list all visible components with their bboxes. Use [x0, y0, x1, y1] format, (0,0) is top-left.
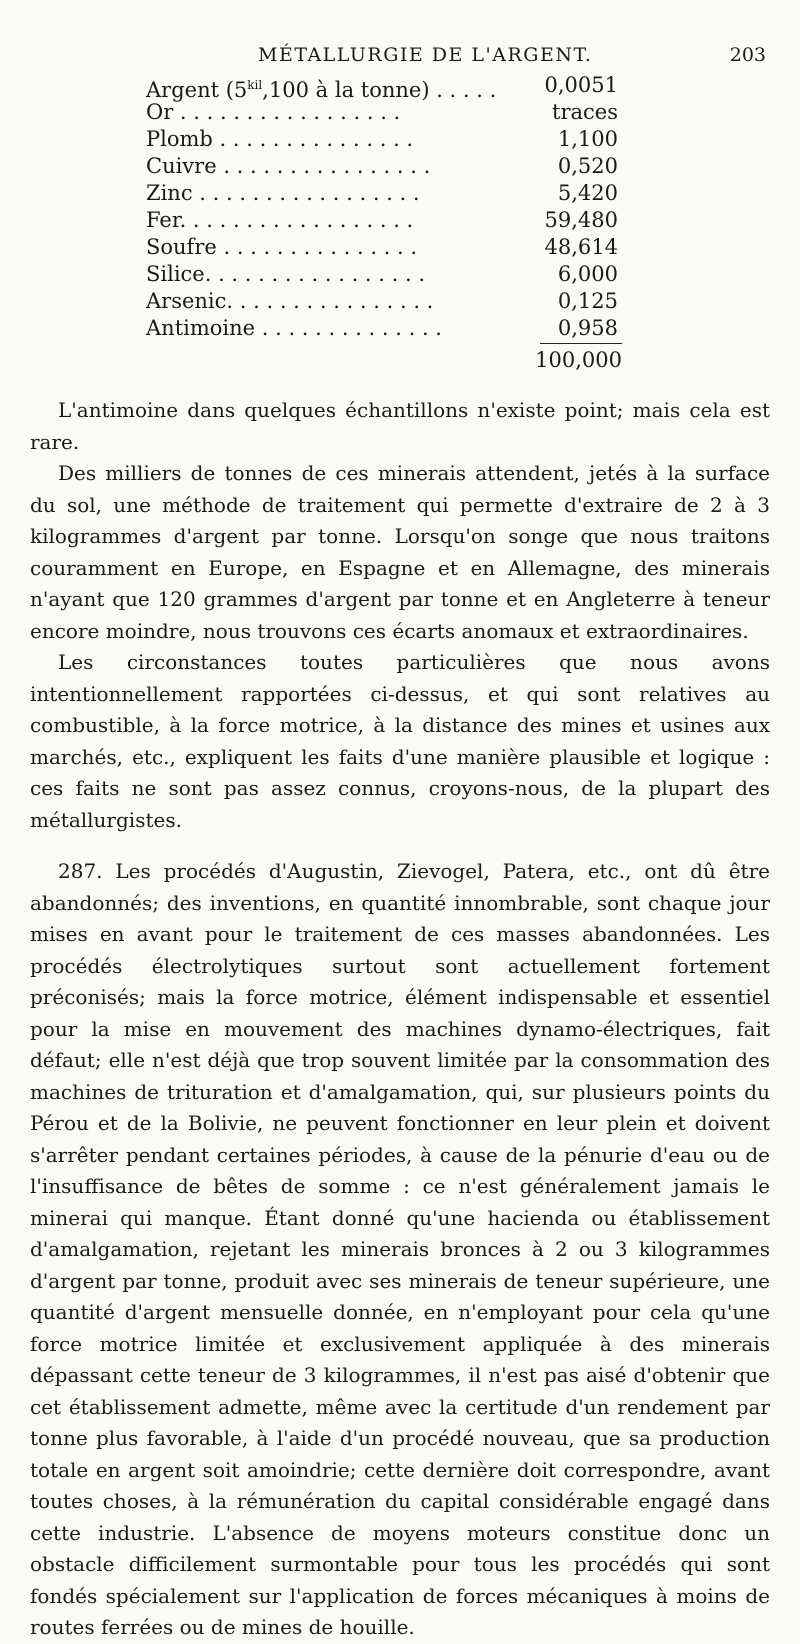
page-header: [0, 44, 800, 66]
row-label: Soufre . . . . . . . . . . . . . . .: [146, 235, 418, 259]
paragraph: Des milliers de tonnes de ces minerais attendent, jetés à la surface du sol, une méthode de traitement qui permette d'extraire de 2 à 3 kilogrammes d'argent par tonne. Lorsqu'on songe que nous traitons couramment en Europe, en Espagne et en Allemagne, des minerais n'ayant que 120 grammes d'argent par tonne et en Angleterre à teneur encore moindre, nous trouvons ces écarts anomaux et extraordinaires.: [30, 461, 770, 643]
page-number: 203: [729, 44, 766, 66]
body-text: [30, 395, 770, 1644]
row-value: 6,000: [557, 262, 618, 286]
composition-row-soufre: [146, 234, 626, 261]
row-label: Zinc . . . . . . . . . . . . . . . . .: [146, 181, 420, 205]
composition-row-plomb: [146, 126, 626, 153]
paragraph: Les circonstances toutes particulières que nous avons intentionnellement rapportées ci-dessus, et qui sont relatives au combustible, à la force motrice, à la distance des mines et usines aux marchés, etc., expliquent les faits d'une manière plausible et logique : ces faits ne sont pas assez connus, croyons-nous, de la plupart des métallurgistes.: [30, 650, 770, 832]
row-label: Cuivre . . . . . . . . . . . . . . . .: [146, 154, 431, 178]
row-value: 5,420: [557, 181, 618, 205]
row-value: traces: [552, 100, 618, 124]
composition-row-zinc: [146, 180, 626, 207]
row-label: Antimoine . . . . . . . . . . . . . .: [146, 316, 442, 340]
paragraph: L'antimoine dans quelques échantillons n'existe point; mais cela est rare.: [30, 398, 770, 454]
total-rule: [540, 343, 622, 344]
composition-row-antimoine: [146, 315, 626, 342]
row-label: Silice. . . . . . . . . . . . . . . . .: [146, 262, 426, 286]
composition-row-fer: [146, 207, 626, 234]
row-value: 0,958: [557, 316, 618, 340]
composition-row-silice: [146, 261, 626, 288]
running-title: MÉTALLURGIE DE L'ARGENT.: [258, 44, 593, 66]
row-label: Fer. . . . . . . . . . . . . . . . . .: [146, 208, 414, 232]
row-label: Arsenic. . . . . . . . . . . . . . . .: [146, 289, 434, 313]
row-value: 48,614: [544, 235, 618, 259]
row-value: 0,0051: [544, 73, 618, 97]
row-label: Argent ($5^{kil},100$ à la tonne) . . . . .: [146, 78, 497, 102]
row-value: 59,480: [544, 208, 618, 232]
row-value: 0,125: [557, 289, 618, 313]
paragraph-section-287: 287. Les procédés d'Augustin, Zievogel, Patera, etc., ont dû être abandonnés; des inventions, en quantité innombrable, sont chaque jour mises en avant pour le traitement de ces masses abandonnées. Les procédés électrolytiques surtout sont actuellement fortement préconisés; mais la force motrice, élément indispensable et essentiel pour la mise en mouvement des machines dynamo-électriques, fait défaut; elle n'est déjà que trop souvent limitée par la consommation des machines de trituration et d'amalgamation, qui, sur plusieurs points du Pérou et de la Bolivie, ne peuvent fonctionner en leur plein et doivent s'arrêter pendant certaines périodes, à cause de la pénurie d'eau ou de l'insuffisance de bêtes de somme : ce n'est généralement jamais le minerai qui manque. Étant donné qu'une hacienda ou établissement d'amalgamation, rejetant les minerais bronces à 2 ou 3 kilogrammes d'argent par tonne, produit avec ses minerais de teneur supérieure, une quantité d'argent mensuelle donnée, en n'employant pour cela qu'une force motrice limitée et exclusivement appliquée à des minerais dépassant cette teneur de 3 kilogrammes, il n'est pas aisé d'obtenir que cet établissement admette, même avec la certitude d'un rendement par tonne plus favorable, à l'aide d'un procédé nouveau, que sa production totale en argent soit amoindrie; cette dernière doit correspondre, avant toutes choses, à la rémunération du capital considérable engagé dans cette industrie. L'absence de moyens moteurs constitue donc un obstacle difficilement surmontable pour tous les procédés qui sont fondés spécialement sur l'application de forces mécaniques à moins de routes ferrées ou de mines de houille.: [30, 859, 770, 1639]
composition-total: 100,000: [535, 348, 622, 372]
row-value: 1,100: [557, 127, 618, 151]
composition-row-or: [146, 99, 626, 126]
composition-row-cuivre: [146, 153, 626, 180]
row-label: Plomb . . . . . . . . . . . . . . .: [146, 127, 414, 151]
row-label: Or . . . . . . . . . . . . . . . . .: [146, 100, 401, 124]
row-value: 0,520: [557, 154, 618, 178]
composition-row-argent: [146, 72, 626, 102]
composition-table: [146, 72, 626, 342]
composition-row-arsenic: [146, 288, 626, 315]
